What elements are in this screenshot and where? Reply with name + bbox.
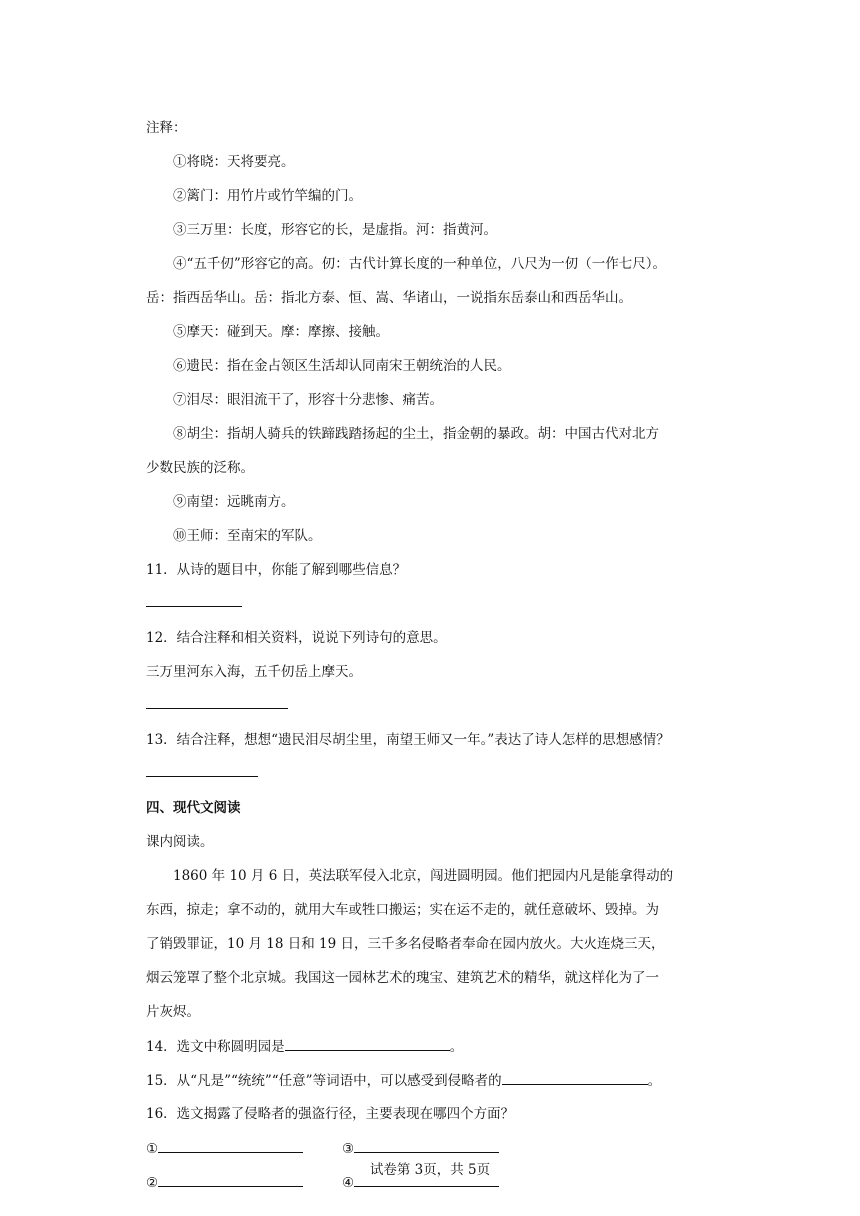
passage-line: 东西，掠走；拿不动的，就用大车或牲口搬运；实在运不走的，就任意破坏、毁掉。为 bbox=[146, 902, 659, 918]
answer-blank-14[interactable] bbox=[285, 1036, 450, 1051]
question-16: 16．选文揭露了侵略者的强盗行径，主要表现在哪四个方面？ bbox=[146, 1106, 515, 1122]
passage-line: 烟云笼罩了整个北京城。我国这一园林艺术的瑰宝、建筑艺术的精华，就这样化为了一 bbox=[146, 970, 659, 986]
note-item: ⑥遗民：指在金占领区生活却认同南宋王朝统治的人民。 bbox=[173, 358, 511, 374]
page-footer: 试卷第 3页，共 5页 bbox=[369, 1162, 491, 1178]
question-11: 11．从诗的题目中，你能了解到哪些信息？ bbox=[146, 562, 407, 578]
note-item: 少数民族的泛称。 bbox=[146, 460, 254, 476]
answer-slot-1 bbox=[146, 1138, 303, 1159]
answer-line-13[interactable] bbox=[146, 776, 258, 777]
question-12: 12．结合注释和相关资料，说说下列诗句的意思。 bbox=[146, 630, 447, 646]
note-item: 岳：指西岳华山。岳：指北方泰、恒、嵩、华诸山，一说指东岳泰山和西岳华山。 bbox=[146, 290, 632, 306]
note-item: ③三万里：长度，形容它的长，是虚指。河：指黄河。 bbox=[173, 222, 497, 238]
question-15-text: 15．从“凡是”“统统”“任意”等词语中，可以感受到侵略者的 bbox=[146, 1073, 502, 1089]
section-sub: 课内阅读。 bbox=[146, 834, 214, 850]
answer-slot-4 bbox=[342, 1172, 499, 1193]
notes-title: 注释： bbox=[146, 120, 187, 136]
answer-blank-16[interactable] bbox=[158, 1172, 303, 1187]
note-item: ⑦泪尽：眼泪流干了，形容十分悲惨、痛苦。 bbox=[173, 392, 443, 408]
passage-line: 片灰烬。 bbox=[146, 1004, 200, 1020]
answer-slot-mark: ① bbox=[146, 1141, 159, 1157]
answer-line-12[interactable] bbox=[146, 708, 288, 709]
poem-line: 三万里河东入海，五千仞岳上摩天。 bbox=[146, 664, 362, 680]
answer-slot-mark: ② bbox=[146, 1175, 159, 1191]
question-14 bbox=[146, 1036, 463, 1057]
note-item: ②篱门：用竹片或竹竿编的门。 bbox=[173, 188, 362, 204]
question-14-text: 14．选文中称圆明园是 bbox=[146, 1039, 285, 1055]
note-item: ①将晓：天将要亮。 bbox=[173, 154, 295, 170]
section-heading: 四、现代文阅读 bbox=[146, 800, 241, 816]
question-13: 13．结合注释，想想“遗民泪尽胡尘里，南望王师又一年。”表达了诗人怎样的思想感情？ bbox=[146, 732, 670, 748]
answer-blank-16[interactable] bbox=[354, 1138, 499, 1153]
question-14-end: 。 bbox=[449, 1039, 464, 1055]
answer-line-11[interactable] bbox=[146, 606, 242, 607]
question-15 bbox=[146, 1070, 661, 1091]
note-item: ⑩王师：至南宋的军队。 bbox=[173, 528, 322, 544]
answer-slot-2 bbox=[342, 1138, 499, 1159]
answer-blank-16[interactable] bbox=[158, 1138, 303, 1153]
note-item: ⑤摩天：碰到天。摩：摩擦、接触。 bbox=[173, 324, 389, 340]
note-item: ④“五千仞”形容它的高。仞：古代计算长度的一种单位，八尺为一仞（一作七尺）。 bbox=[173, 256, 667, 272]
question-15-end: 。 bbox=[647, 1073, 662, 1089]
passage-line: 了销毁罪证，10 月 18 日和 19 日，三千多名侵略者奉命在园内放火。大火连烧三天， bbox=[146, 936, 665, 952]
answer-slot-mark: ③ bbox=[342, 1141, 355, 1157]
answer-blank-16[interactable] bbox=[354, 1172, 499, 1187]
note-item: ⑨南望：远眺南方。 bbox=[173, 494, 295, 510]
answer-slot-mark: ④ bbox=[342, 1175, 355, 1191]
passage-line: 1860 年 10 月 6 日，英法联军侵入北京，闯进圆明园。他们把园内凡是能拿得动的 bbox=[173, 868, 674, 884]
answer-slot-3 bbox=[146, 1172, 303, 1193]
answer-blank-15[interactable] bbox=[502, 1070, 648, 1085]
note-item: ⑧胡尘：指胡人骑兵的铁蹄践踏扬起的尘土，指金朝的暴政。胡：中国古代对北方 bbox=[173, 426, 659, 442]
